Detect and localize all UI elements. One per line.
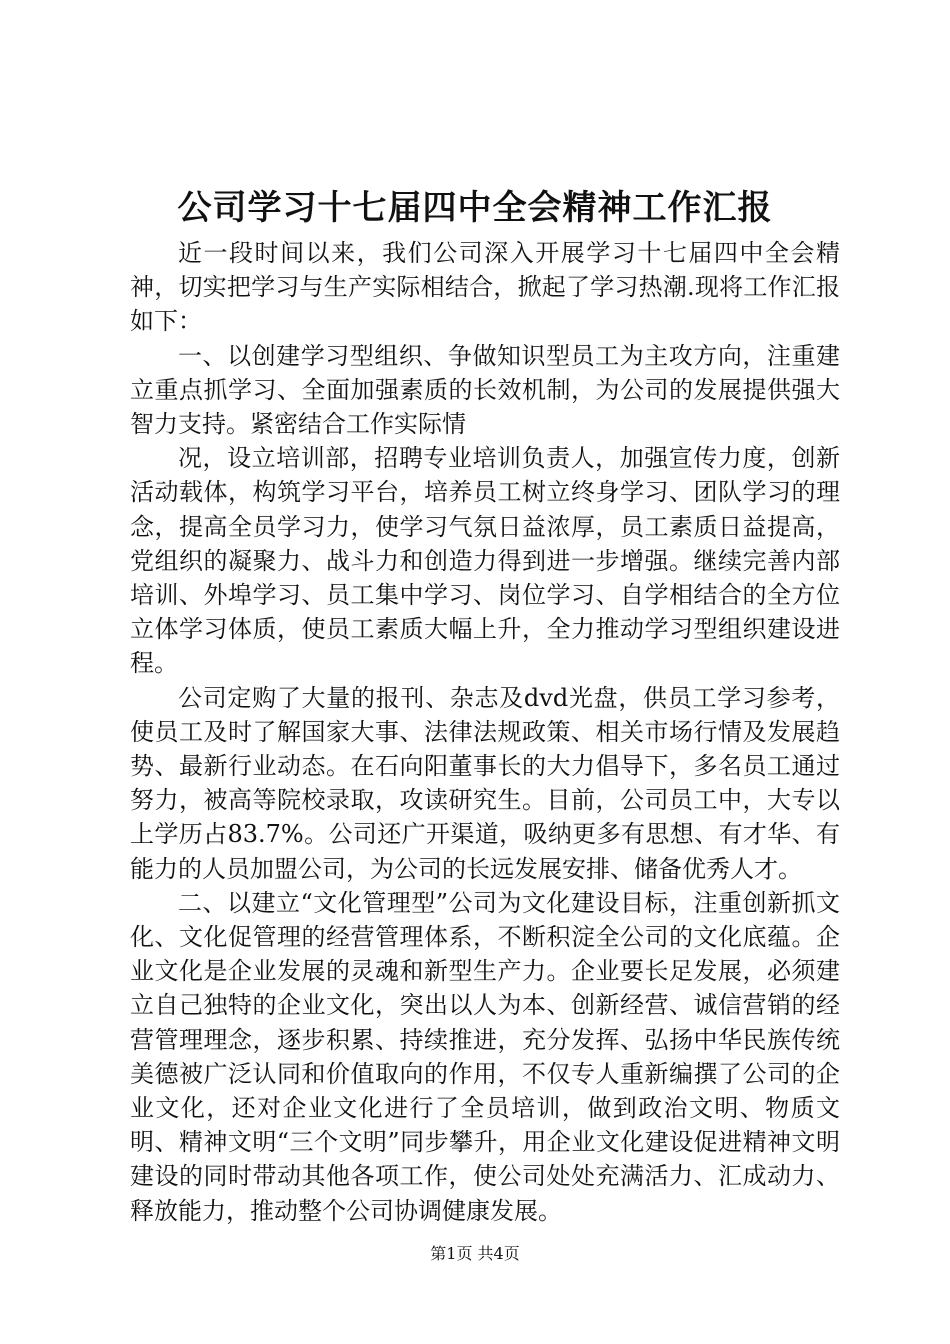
page-number-footer: 第1页 共4页 xyxy=(430,1244,520,1263)
document-body xyxy=(130,236,840,1228)
document-title: 公司学习十七届四中全会精神工作汇报 xyxy=(177,188,773,228)
paragraph-section-1-continued: 况，设立培训部，招聘专业培训负责人，加强宣传力度，创新活动载体，构筑学习平台，培养员工树立终身学习、团队学习的理念，提高全员学习力，使学习气氛日益浓厚，员工素质日益提高，党组织的凝聚力、战斗力和创造力得到进一步增强。继续完善内部培训、外埠学习、员工集中学习、岗位学习、自学相结合的全方位立体学习体质，使员工素质大幅上升，全力推动学习型组织建设进程。 xyxy=(130,444,840,678)
paragraph-intro: 近一段时间以来，我们公司深入开展学习十七届四中全会精神，切实把学习与生产实际相结合，掀起了学习热潮.现将工作汇报如下： xyxy=(130,239,840,336)
paragraph-section-2: 二、以建立“文化管理型”公司为文化建设目标，注重创新抓文化、文化促管理的经营管理体系，不断积淀全公司的文化底蕴。企业文化是企业发展的灵魂和新型生产力。企业要长足发展，必须建立自己独特的企业文化，突出以人为本、创新经营、诚信营销的经营管理理念，逐步积累、持续推进，充分发挥、弘扬中华民族传统美德被广泛认同和价值取向的作用，不仅专人重新编撰了公司的企业文化，还对企业文化进行了全员培训，做到政治文明、物质文明、精神文明“三个文明”同步攀升，用企业文化建设促进精神文明建设的同时带动其他各项工作，使公司处处充满活力、汇成动力、释放能力，推动整个公司协调健康发展。 xyxy=(130,888,840,1225)
paragraph-training-resources: 公司定购了大量的报刊、杂志及dvd光盘，供员工学习参考，使员工及时了解国家大事、法律法规政策、相关市场行情及发展趋势、最新行业动态。在石向阳董事长的大力倡导下，多名员工通过努力，被高等院校录取，攻读研究生。目前，公司员工中，大专以上学历占83.7%。公司还广开渠道，吸纳更多有思想、有才华、有能力的人员加盟公司，为公司的长远发展安排、储备优秀人才。 xyxy=(130,683,840,883)
paragraph-section-1: 一、以创建学习型组织、争做知识型员工为主攻方向，注重建立重点抓学习、全面加强素质的长效机制，为公司的发展提供强大智力支持。紧密结合工作实际情 xyxy=(130,341,840,439)
